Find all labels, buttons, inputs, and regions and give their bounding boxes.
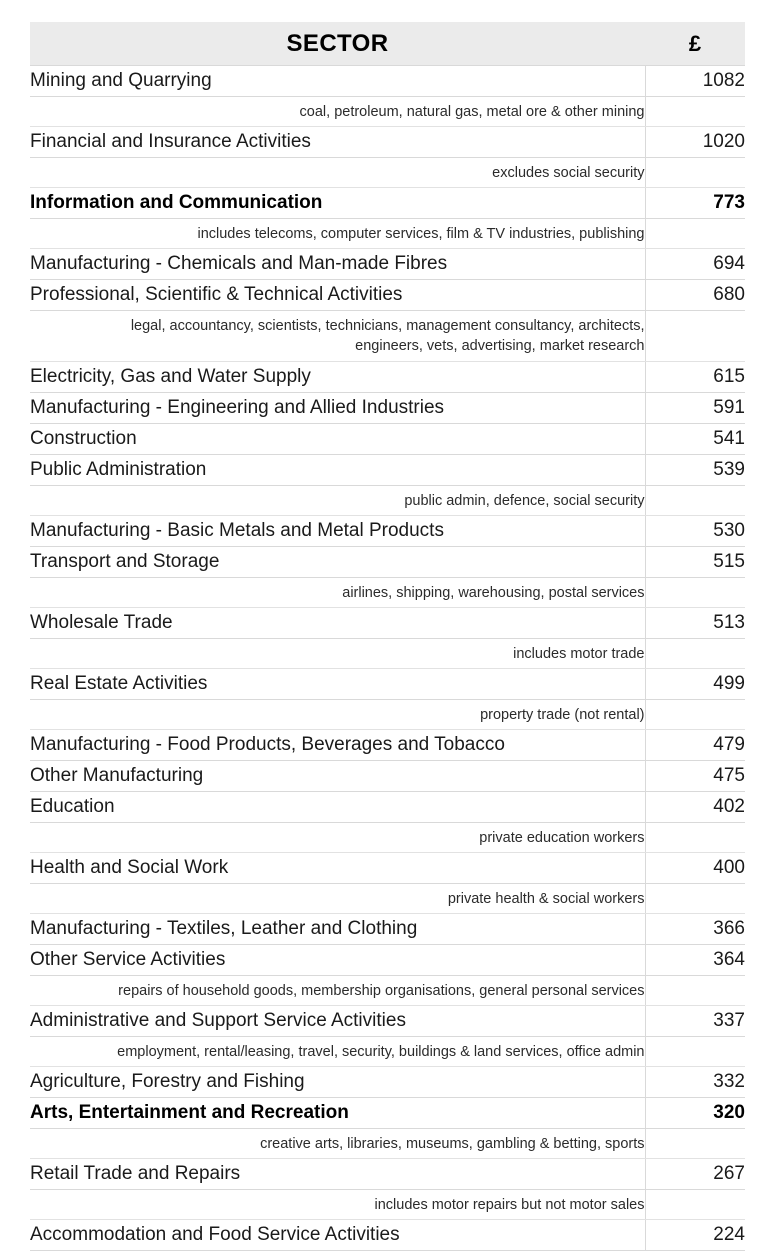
table-note-row	[30, 158, 745, 188]
note-value-spacer	[645, 578, 745, 608]
sector-note-line: property trade (not rental)	[480, 706, 645, 723]
sector-name-cell: Other Service Activities	[30, 945, 645, 976]
sector-note-cell	[30, 578, 645, 608]
table-row[interactable]	[30, 608, 745, 639]
sector-pay-table	[30, 22, 745, 1251]
sector-name-cell: Education	[30, 792, 645, 823]
table-row[interactable]	[30, 516, 745, 547]
sector-name-cell: Construction	[30, 424, 645, 455]
sector-note-cell	[30, 486, 645, 516]
column-header-value: £	[645, 22, 745, 66]
sector-name-cell: Financial and Insurance Activities	[30, 127, 645, 158]
table-row[interactable]	[30, 853, 745, 884]
sector-value-cell: 1020	[645, 127, 745, 158]
table-note-row	[30, 1190, 745, 1220]
sector-name-cell: Manufacturing - Textiles, Leather and Clothing	[30, 914, 645, 945]
note-value-spacer	[645, 1129, 745, 1159]
sector-value-cell: 332	[645, 1067, 745, 1098]
table-note-row	[30, 486, 745, 516]
note-value-spacer	[645, 639, 745, 669]
sector-value-cell: 513	[645, 608, 745, 639]
sector-name-cell: Public Administration	[30, 455, 645, 486]
sector-name-cell: Arts, Entertainment and Recreation	[30, 1098, 645, 1129]
sector-value-cell: 615	[645, 362, 745, 393]
table-note-row	[30, 976, 745, 1006]
table-row[interactable]	[30, 188, 745, 219]
sector-name-cell: Retail Trade and Repairs	[30, 1159, 645, 1190]
sector-value-cell: 400	[645, 853, 745, 884]
note-value-spacer	[645, 1190, 745, 1220]
sector-note-cell	[30, 1129, 645, 1159]
table-row[interactable]	[30, 127, 745, 158]
sector-note-cell	[30, 639, 645, 669]
sector-note-cell	[30, 823, 645, 853]
note-value-spacer	[645, 1037, 745, 1067]
sector-note-line: coal, petroleum, natural gas, metal ore & other mining	[299, 103, 645, 120]
note-value-spacer	[645, 97, 745, 127]
sector-name-cell: Professional, Scientific & Technical Activities	[30, 280, 645, 311]
sector-name-cell: Transport and Storage	[30, 547, 645, 578]
sector-value-cell: 224	[645, 1220, 745, 1251]
sector-name-cell: Agriculture, Forestry and Fishing	[30, 1067, 645, 1098]
sector-name-cell: Electricity, Gas and Water Supply	[30, 362, 645, 393]
sector-name-cell: Mining and Quarrying	[30, 66, 645, 97]
table-note-row	[30, 700, 745, 730]
table-row[interactable]	[30, 669, 745, 700]
column-header-sector: SECTOR	[30, 22, 645, 66]
sector-name-cell: Administrative and Support Service Activities	[30, 1006, 645, 1037]
sector-value-cell: 475	[645, 761, 745, 792]
table-row[interactable]	[30, 914, 745, 945]
sector-value-cell: 515	[645, 547, 745, 578]
table-row[interactable]	[30, 1006, 745, 1037]
sector-name-cell: Real Estate Activities	[30, 669, 645, 700]
sector-note-line: includes telecoms, computer services, film & TV industries, publishing	[197, 225, 645, 242]
sector-value-cell: 591	[645, 393, 745, 424]
table-row[interactable]	[30, 761, 745, 792]
sector-value-cell: 680	[645, 280, 745, 311]
sector-note-line: includes motor repairs but not motor sales	[374, 1196, 645, 1213]
note-value-spacer	[645, 976, 745, 1006]
note-value-spacer	[645, 884, 745, 914]
header-row	[30, 22, 745, 66]
sector-note-cell	[30, 976, 645, 1006]
sector-table-container	[30, 22, 745, 1251]
sector-value-cell: 1082	[645, 66, 745, 97]
sector-name-cell: Manufacturing - Engineering and Allied Industries	[30, 393, 645, 424]
sector-value-cell: 267	[645, 1159, 745, 1190]
table-row[interactable]	[30, 945, 745, 976]
sector-value-cell: 364	[645, 945, 745, 976]
sector-name-cell: Manufacturing - Chemicals and Man-made Fibres	[30, 249, 645, 280]
table-note-row	[30, 311, 745, 362]
sector-note-line: legal, accountancy, scientists, technicians, management consultancy, architects,	[130, 318, 645, 334]
table-note-row	[30, 1129, 745, 1159]
sector-note-line: excludes social security	[492, 164, 645, 181]
sector-value-cell: 694	[645, 249, 745, 280]
table-note-row	[30, 823, 745, 853]
table-body	[30, 66, 745, 1251]
sector-value-cell: 366	[645, 914, 745, 945]
sector-note-line: repairs of household goods, membership organisations, general personal services	[118, 982, 645, 999]
sector-note-line: includes motor trade	[513, 645, 645, 662]
sector-note-line: engineers, vets, advertising, market research	[355, 338, 645, 354]
table-note-row	[30, 884, 745, 914]
sector-note-cell	[30, 158, 645, 188]
table-row[interactable]	[30, 1220, 745, 1251]
table-row[interactable]	[30, 1159, 745, 1190]
sector-name-cell: Accommodation and Food Service Activities	[30, 1220, 645, 1251]
sector-note-line: creative arts, libraries, museums, gambling & betting, sports	[260, 1135, 645, 1152]
note-value-spacer	[645, 158, 745, 188]
table-note-row	[30, 578, 745, 608]
table-note-row	[30, 219, 745, 249]
table-note-row	[30, 1037, 745, 1067]
sector-note-cell	[30, 700, 645, 730]
table-row[interactable]	[30, 792, 745, 823]
table-row[interactable]	[30, 362, 745, 393]
sector-note-line: private health & social workers	[447, 890, 645, 907]
table-note-row	[30, 639, 745, 669]
table-row[interactable]	[30, 1067, 745, 1098]
sector-value-cell: 530	[645, 516, 745, 547]
sector-value-cell: 539	[645, 455, 745, 486]
table-row[interactable]	[30, 280, 745, 311]
sector-note-cell	[30, 311, 645, 362]
table-note-row	[30, 97, 745, 127]
sector-note-line: public admin, defence, social security	[404, 492, 645, 509]
sector-value-cell: 402	[645, 792, 745, 823]
sector-name-cell: Health and Social Work	[30, 853, 645, 884]
sector-value-cell: 320	[645, 1098, 745, 1129]
sector-note-line: private education workers	[479, 829, 645, 846]
table-row[interactable]	[30, 730, 745, 761]
sector-value-cell: 499	[645, 669, 745, 700]
sector-note-cell	[30, 884, 645, 914]
sector-value-cell: 337	[645, 1006, 745, 1037]
sector-note-line: airlines, shipping, warehousing, postal services	[342, 584, 645, 601]
table-row[interactable]	[30, 455, 745, 486]
sector-name-cell: Other Manufacturing	[30, 761, 645, 792]
sector-name-cell: Manufacturing - Basic Metals and Metal Products	[30, 516, 645, 547]
sector-note-cell	[30, 1190, 645, 1220]
sector-name-cell: Manufacturing - Food Products, Beverages and Tobacco	[30, 730, 645, 761]
note-value-spacer	[645, 219, 745, 249]
note-value-spacer	[645, 700, 745, 730]
table-row[interactable]	[30, 249, 745, 280]
sector-note-cell	[30, 219, 645, 249]
table-row[interactable]	[30, 547, 745, 578]
table-header	[30, 22, 745, 66]
sector-note-cell	[30, 97, 645, 127]
sector-note-line: employment, rental/leasing, travel, security, buildings & land services, office admin	[117, 1043, 645, 1060]
sector-value-cell: 541	[645, 424, 745, 455]
table-row[interactable]	[30, 1098, 745, 1129]
note-value-spacer	[645, 311, 745, 362]
table-row[interactable]	[30, 424, 745, 455]
note-value-spacer	[645, 486, 745, 516]
sector-name-cell: Information and Communication	[30, 188, 645, 219]
sector-value-cell: 773	[645, 188, 745, 219]
note-value-spacer	[645, 823, 745, 853]
table-row[interactable]	[30, 66, 745, 97]
table-row[interactable]	[30, 393, 745, 424]
sector-name-cell: Wholesale Trade	[30, 608, 645, 639]
sector-note-cell	[30, 1037, 645, 1067]
sector-value-cell: 479	[645, 730, 745, 761]
